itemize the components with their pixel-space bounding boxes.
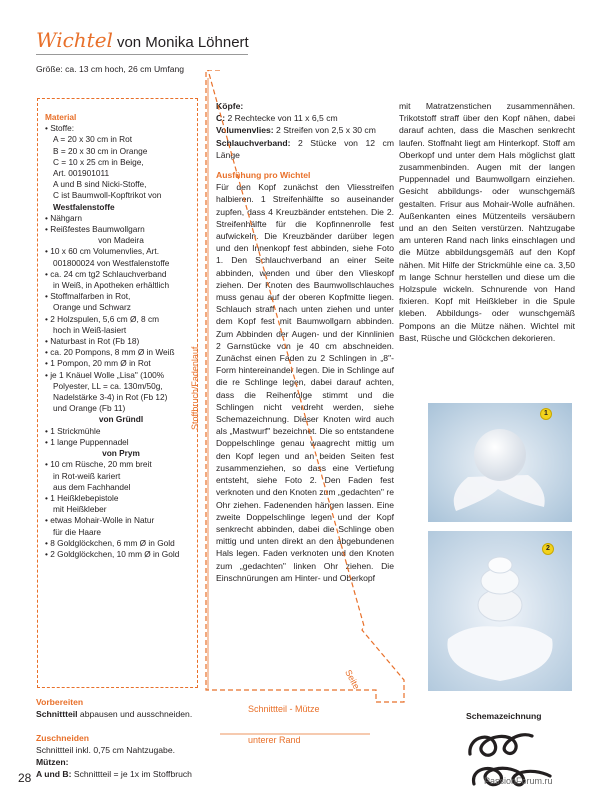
schema-title: Schemazeichnung	[466, 711, 542, 721]
material-line: und Orange (Fb 11)	[53, 403, 126, 414]
material-line: • 1 Pompon, 20 mm Ø in Rot	[45, 358, 151, 369]
material-line: • Stoffmalfarben in Rot,	[45, 291, 131, 302]
title-script: Wichtel	[36, 28, 113, 52]
pattern-label-schnittteil: Schnittteil - Mütze	[248, 704, 320, 714]
material-line: von Prym	[102, 448, 140, 459]
pattern-label-stoffbruch: Stoffbruch/Fadenlauf	[190, 346, 200, 430]
material-line: C ist Baumwoll-Kopftrikot von	[53, 190, 162, 201]
pattern-label-rand: unterer Rand	[248, 735, 301, 745]
koepfe-c: C: 2 Rechtecke von 11 x 6,5 cm	[216, 113, 338, 124]
material-line: Art. 001901011	[53, 168, 110, 179]
photo-2-badge: 2	[542, 543, 554, 555]
koepfe-schlauch: Schlauchverband: 2 Stücke von 12 cm Länge	[216, 137, 394, 160]
vorbereiten-text: Schnittteil abpausen und ausschneiden.	[36, 709, 193, 719]
muetzen-heading: Mützen:	[36, 757, 69, 767]
zuschneiden-heading: Zuschneiden	[36, 733, 90, 743]
material-line: • 2 Holzspulen, 5,6 cm Ø, 8 cm	[45, 313, 160, 324]
material-line: • 10 cm Rüsche, 20 mm breit	[45, 459, 152, 470]
koepfe-heading: Köpfe:	[216, 101, 244, 111]
material-line: • 1 Heißklebepistole	[45, 492, 119, 503]
material-line: B = 20 x 30 cm in Orange	[53, 145, 148, 156]
zuschneiden-text: Schnittteil inkl. 0,75 cm Nahtzugabe.	[36, 745, 176, 755]
material-line: Westfalenstoffe	[53, 201, 115, 212]
material-line: aus dem Fachhandel	[53, 481, 131, 492]
material-line: C = 10 x 25 cm in Beige,	[53, 156, 144, 167]
material-line: • ca. 20 Pompons, 8 mm Ø in Weiß	[45, 347, 175, 358]
material-line: • 8 Goldglöckchen, 6 mm Ø in Gold	[45, 537, 175, 548]
title-author: von Monika Löhnert	[116, 34, 249, 51]
material-line: Nadelstärke 3-4) in Rot (Fb 12)	[53, 392, 168, 403]
material-list	[45, 112, 197, 560]
material-line: Polyester, LL = ca. 130m/50g,	[53, 380, 163, 391]
article-title	[36, 28, 249, 52]
title-divider	[36, 54, 248, 55]
pattern-label-seite: Seite	[343, 668, 362, 691]
material-line: • etwas Mohair-Wolle in Natur	[45, 515, 155, 526]
material-line: hoch in Weiß-lasiert	[53, 324, 127, 335]
material-line: A und B sind Nicki-Stoffe,	[53, 179, 147, 190]
material-line: • je 1 Knäuel Wolle „Lisa" (100%	[45, 369, 165, 380]
material-line: • Stoffe:	[45, 123, 75, 134]
instructions-column-right: mit Matratzenstichen zusammennähen. Trikotstoff straff über den Kopf nähen, dabei darauf achten, dass die Maschen senkrecht laufen. Stoffnaht liegt am Hinterkopf. Stoff am Oberkopf und unter dem Hals möglichst glatt zusammenbinden. Augen mit der langen Puppennadel und Baumwollgarn einziehen. Gesicht abbildungs- oder wunschgemäß gestalten. Frisur aus Mohair-Wolle aufnähen. Außenkanten eines Mützenteils versäubern und an den Seiten verstürzen. Nahtzugabe am unteren Rand nach links einschlagen und die Mütze abbildungsgemäß auf den Kopf nähen. Mit Hilfe der Strickmühle eine ca. 3,50 m lange Schnur herstellen und diese um die Holzspule wickeln. Schnurende von Hand fixieren. Kopf mit Heißkleber in die Spule kleben. Abbildungs- oder wunschgemäß Pompons an die Mütze nähen. Wichtel mit Bast, Rüsche und Glöckchen dekorieren.	[399, 101, 575, 343]
material-line: • 10 x 60 cm Volumenvlies, Art.	[45, 246, 160, 257]
material-heading: Material	[45, 112, 77, 122]
ausfuehrung-heading: Ausfühung pro Wichtel	[216, 170, 311, 181]
instructions-column	[216, 100, 394, 584]
material-line: in Rot-weiß kariert	[53, 470, 121, 481]
material-line: in Weiß, in Apotheken erhältlich	[53, 280, 170, 291]
material-line: • Nähgarn	[45, 212, 83, 223]
material-line: • Naturbast in Rot (Fb 18)	[45, 336, 140, 347]
material-line: Orange und Schwarz	[53, 302, 131, 313]
photo-1	[428, 403, 572, 522]
size-info: Größe: ca. 13 cm hoch, 26 cm Umfang	[36, 64, 185, 74]
muetzen-text: A und B: Schnittteil = je 1x im Stoffbruch	[36, 769, 192, 779]
page-number: 28	[18, 771, 32, 785]
material-line: 001800024 von Westfalenstoffe	[53, 257, 170, 268]
material-line: • ca. 24 cm tg2 Schlauchverband	[45, 268, 167, 279]
section-zuschneiden	[36, 732, 211, 780]
photo-1-badge: 1	[540, 408, 552, 420]
material-line: A = 20 x 30 cm in Rot	[53, 134, 133, 145]
material-line: • 1 Strickmühle	[45, 425, 101, 436]
material-line: • 2 Goldglöckchen, 10 mm Ø in Gold	[45, 548, 180, 559]
section-vorbereiten	[36, 696, 211, 720]
watermark: PassionForum.ru	[484, 776, 553, 786]
koepfe-vlies: Volumenvlies: 2 Streifen von 2,5 x 30 cm	[216, 125, 376, 136]
photo-2	[428, 531, 572, 691]
material-line: mit Heißkleber	[53, 504, 107, 515]
vorbereiten-heading: Vorbereiten	[36, 697, 84, 707]
material-line: für die Haare	[53, 526, 101, 537]
material-line: • Reißfestes Baumwollgarn	[45, 224, 145, 235]
material-line: von Madeira	[98, 235, 144, 246]
material-line: von Gründl	[98, 414, 144, 425]
material-line: • 1 lange Puppennadel	[45, 436, 129, 447]
ausfuehrung-text: Für den Kopf zunächst den Vliesstreifen halbieren. 1 Streifenhälfte so auseinander zupfen, dass 4 Kreuzbänder entstehen. Die 2. Streifenhälfte für die Kopfinnenrolle fest aufwickeln. Die Kreuzbänder darüber legen und den Innenkopf fest abbinden, siehe Foto 1. Den Schlauchverband an einer Seite abbinden, wenden und über den Vlieskopf ziehen. Der Knoten des Baumwollschlauches muss genau auf der oberen Kopfmitte liegen. Schlauch straff nach unten ziehen und unter dem Kopf fest mit Baumwollgarn abbinden. Zum Abbinden der Augen- und der Kinnlinien 2 Garnstücke von je 40 cm abschneiden. Zunächst einen Faden zu 2 Schlingen in „8"- Form hintereinander legen. Die in Schlinge auf die re Schlinge legen, dabei darauf achten, dass die Reihenfolge stimmt und die Schlingen nicht verdreht werden, siehe Schemazeichnung. Dieser Knoten wird auch als „Mastwurf" bezeichnet. Die so entstandene Doppelschlinge genau waagrecht mittig um den Kopf legen und an beiden Seiten fest zusammenziehen, so dass eine Vertiefung entsteht, siehe Foto 2. Den Faden fest verknoten und den Knoten zum „gedachten" re Ohr ziehen. Fadenenden hängen lassen. Eine zweite Doppelschlinge legen und der Kopf senkrecht abbinden, dabei die Schlinge oben mittig und unten direkt an den abgebundenen Hals legen. Faden verknoten und den Knoten zum „gedachten" linken Ohr ziehen. Die Einschnürungen am Hinter- und Oberkopf	[216, 182, 394, 583]
